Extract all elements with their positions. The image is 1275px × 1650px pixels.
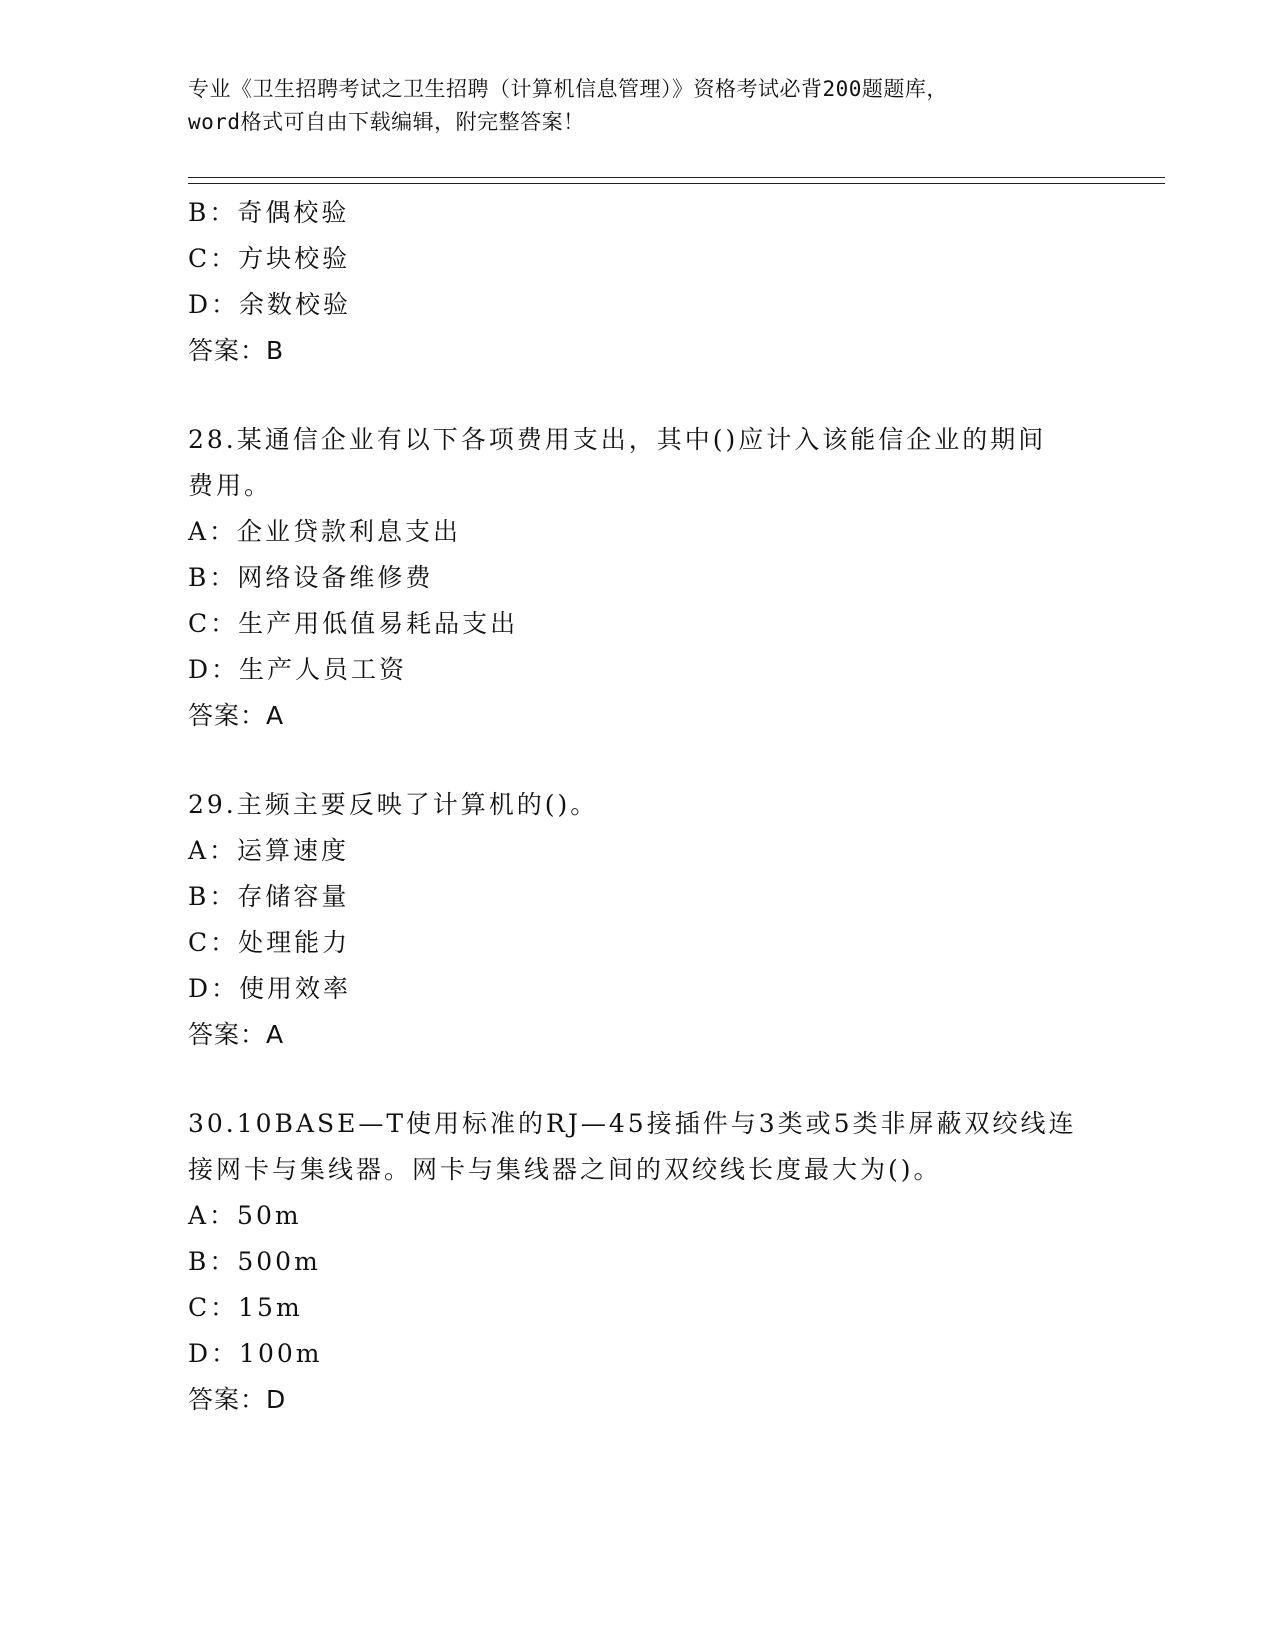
answer: 答案：B: [188, 336, 285, 365]
option-c: C：方块校验: [188, 244, 351, 273]
question-stem: 29.主频主要反映了计算机的()。: [188, 790, 599, 819]
header-divider-bottom: [188, 183, 1165, 184]
question-28: [188, 417, 1088, 739]
question-stem-continued: 接网卡与集线器。网卡与集线器之间的双绞线长度最大为()。: [188, 1155, 942, 1184]
document-header: [188, 73, 1088, 139]
option-d: D：生产人员工资: [188, 655, 408, 684]
option-c: C：处理能力: [188, 928, 351, 957]
answer: 答案：D: [188, 1385, 287, 1414]
question-content: [188, 190, 1088, 1423]
option-d: D：使用效率: [188, 974, 352, 1003]
header-line-2: word格式可自由下载编辑，附完整答案！: [188, 110, 585, 134]
option-a: A：50m: [188, 1201, 302, 1230]
option-d: D：100m: [188, 1339, 323, 1368]
option-b: B：存储容量: [188, 882, 350, 911]
option-c: C：生产用低值易耗品支出: [188, 609, 519, 638]
question-27-tail: [188, 190, 1088, 374]
question-30: [188, 1101, 1088, 1423]
question-stem: 28.某通信企业有以下各项费用支出，其中()应计入该能信企业的期间: [188, 425, 1047, 454]
question-stem-continued: 费用。: [188, 471, 273, 500]
option-b: B：500m: [188, 1247, 321, 1276]
answer: 答案：A: [188, 1020, 285, 1049]
answer: 答案：A: [188, 701, 285, 730]
header-line-1: 专业《卫生招聘考试之卫生招聘（计算机信息管理）》资格考试必背200题题库，: [188, 77, 948, 101]
option-a: A：企业贷款利息支出: [188, 517, 462, 546]
option-c: C：15m: [188, 1293, 303, 1322]
question-29: [188, 782, 1088, 1058]
header-divider-top: [188, 177, 1165, 178]
question-stem: 30.10BASE—T使用标准的RJ—45接插件与3类或5类非屏蔽双绞线连: [188, 1109, 1077, 1138]
option-d: D：余数校验: [188, 290, 352, 319]
option-a: A：运算速度: [188, 836, 350, 865]
option-b: B：网络设备维修费: [188, 563, 434, 592]
option-b: B：奇偶校验: [188, 198, 350, 227]
